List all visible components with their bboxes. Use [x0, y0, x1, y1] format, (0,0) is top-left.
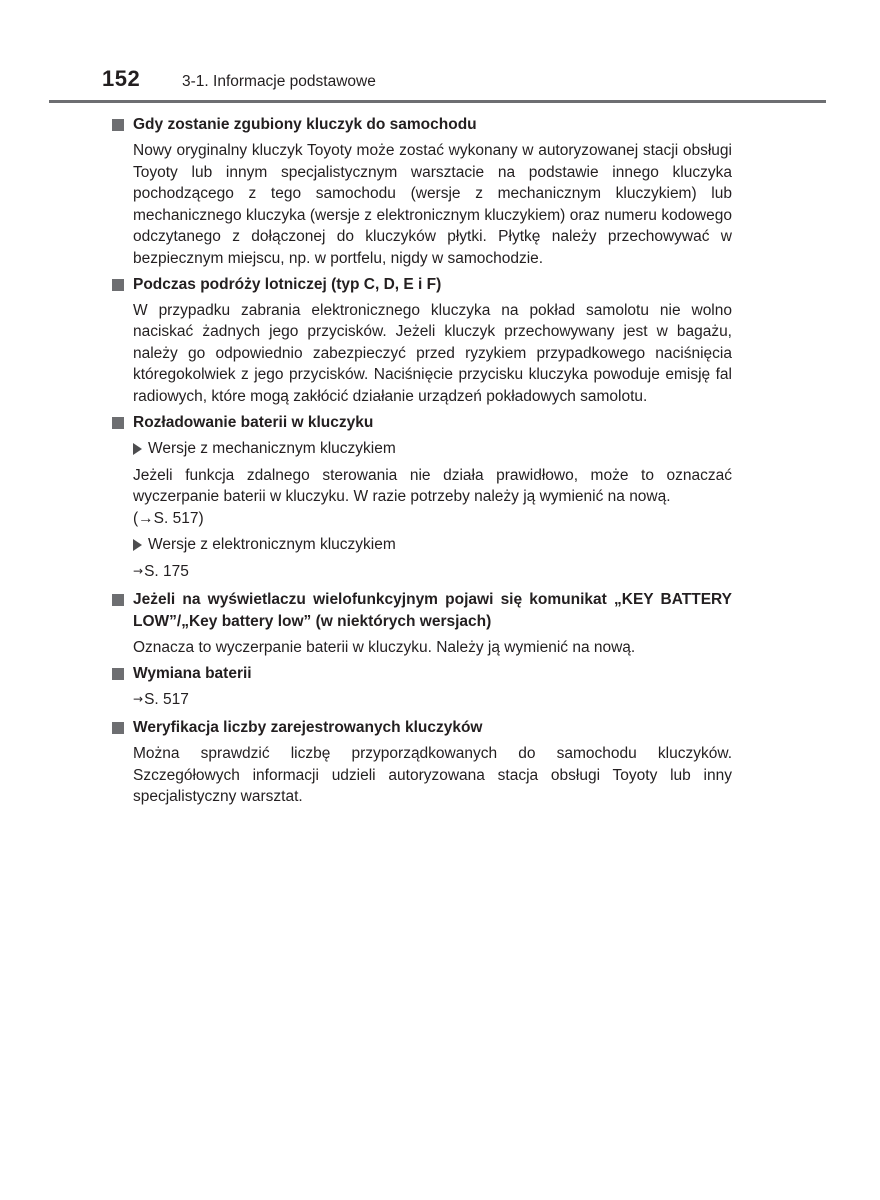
section-heading [112, 274, 732, 296]
header-divider [49, 100, 826, 103]
subheading-mechanical-key [133, 438, 732, 460]
section-heading [112, 589, 732, 633]
section-body: Oznacza to wyczerpanie baterii w kluczyku. Należy ją wymienić na nową. [133, 639, 636, 657]
section-title: Wymiana baterii [133, 664, 252, 682]
section-battery-depletion [112, 412, 732, 584]
section-display-message [112, 589, 732, 659]
page-number: 152 [102, 66, 141, 91]
section-battery-replacement [112, 663, 732, 711]
page-reference [133, 689, 732, 711]
section-title: Podczas podróży lotniczej (typ C, D, E i F) [133, 275, 442, 293]
section-title: Jeżeli na wyświetlaczu wielofunkcyjnym pojawi się komunikat „KEY BATTERY LOW”/„Key battery low” (w niektórych wersjach) [133, 591, 732, 631]
section-body: Można sprawdzić liczbę przyporządkowanych do samochodu kluczyków. Szczegółowych informacji udzieli autoryzowana stacja obsługi Toyoty lub inny specjalistyczny warsztat. [133, 744, 732, 806]
section-title: Gdy zostanie zgubiony kluczyk do samochodu [133, 116, 477, 133]
triangle-bullet-icon [133, 539, 142, 551]
page-header [102, 66, 376, 102]
subheading-label: Wersje z elektronicznym kluczykiem [148, 536, 396, 554]
arrow-icon: → [133, 691, 144, 706]
triangle-bullet-icon [133, 443, 142, 455]
section-body: Nowy oryginalny kluczyk Toyoty może zostać wykonany w autoryzowanej stacji obsługi Toyoty lub innym specjalistycznym warsztacie na podstawie innego kluczyka pochodzącego z tego samochodu (wersje z mechanicznym kluczykiem) lub mechanicznego kluczyka (wersje z elektronicznym kluczykiem) oraz numeru kodowego odczytanego z dołączonej do kluczyków płytki. Płytkę należy przechowywać w bezpiecznym miejscu, np. w portfelu, nigdy w samochodzie. [133, 142, 732, 267]
page-reference: (→S. 517) [133, 509, 204, 527]
subheading-label: Wersje z mechanicznym kluczykiem [148, 439, 396, 457]
reference-text: S. 517 [144, 690, 189, 708]
square-bullet-icon [112, 417, 124, 429]
section-title: Weryfikacja liczby zarejestrowanych kluczyków [133, 718, 483, 736]
reference-text: S. 175 [144, 563, 189, 581]
section-heading [112, 114, 732, 136]
square-bullet-icon [112, 119, 124, 131]
square-bullet-icon [112, 722, 124, 734]
square-bullet-icon [112, 279, 124, 291]
section-heading [112, 663, 732, 685]
page-reference [133, 561, 732, 583]
section-title: Rozładowanie baterii w kluczyku [133, 413, 374, 431]
section-body: W przypadku zabrania elektronicznego kluczyka na pokład samolotu nie wolno naciskać żadnych jego przycisków. Jeżeli kluczyk przechowywany jest w bagażu, należy go odpowiednio zabezpieczyć przed ryzykiem przypadkowego naciśnięcia któregokolwiek z jego przycisków. Naciśnięcie przycisku kluczyka powoduje emisję fal radiowych, które mogą zakłócić działanie urządzeń pokładowych samolotu. [133, 301, 732, 405]
section-heading [112, 412, 732, 434]
square-bullet-icon [112, 668, 124, 680]
section-heading [112, 717, 732, 739]
section-air-travel [112, 274, 732, 408]
page-content [112, 113, 732, 812]
square-bullet-icon [112, 594, 124, 606]
section-key-count [112, 717, 732, 808]
arrow-icon: → [133, 564, 144, 579]
subheading-electronic-key [133, 534, 732, 556]
chapter-title: 3-1. Informacje podstawowe [182, 73, 376, 90]
section-lost-key [112, 114, 732, 270]
section-body: Jeżeli funkcja zdalnego sterowania nie działa prawidłowo, może to oznaczać wyczerpanie baterii w kluczyku. W razie potrzeby należy ją wymienić na nową. [133, 466, 732, 506]
